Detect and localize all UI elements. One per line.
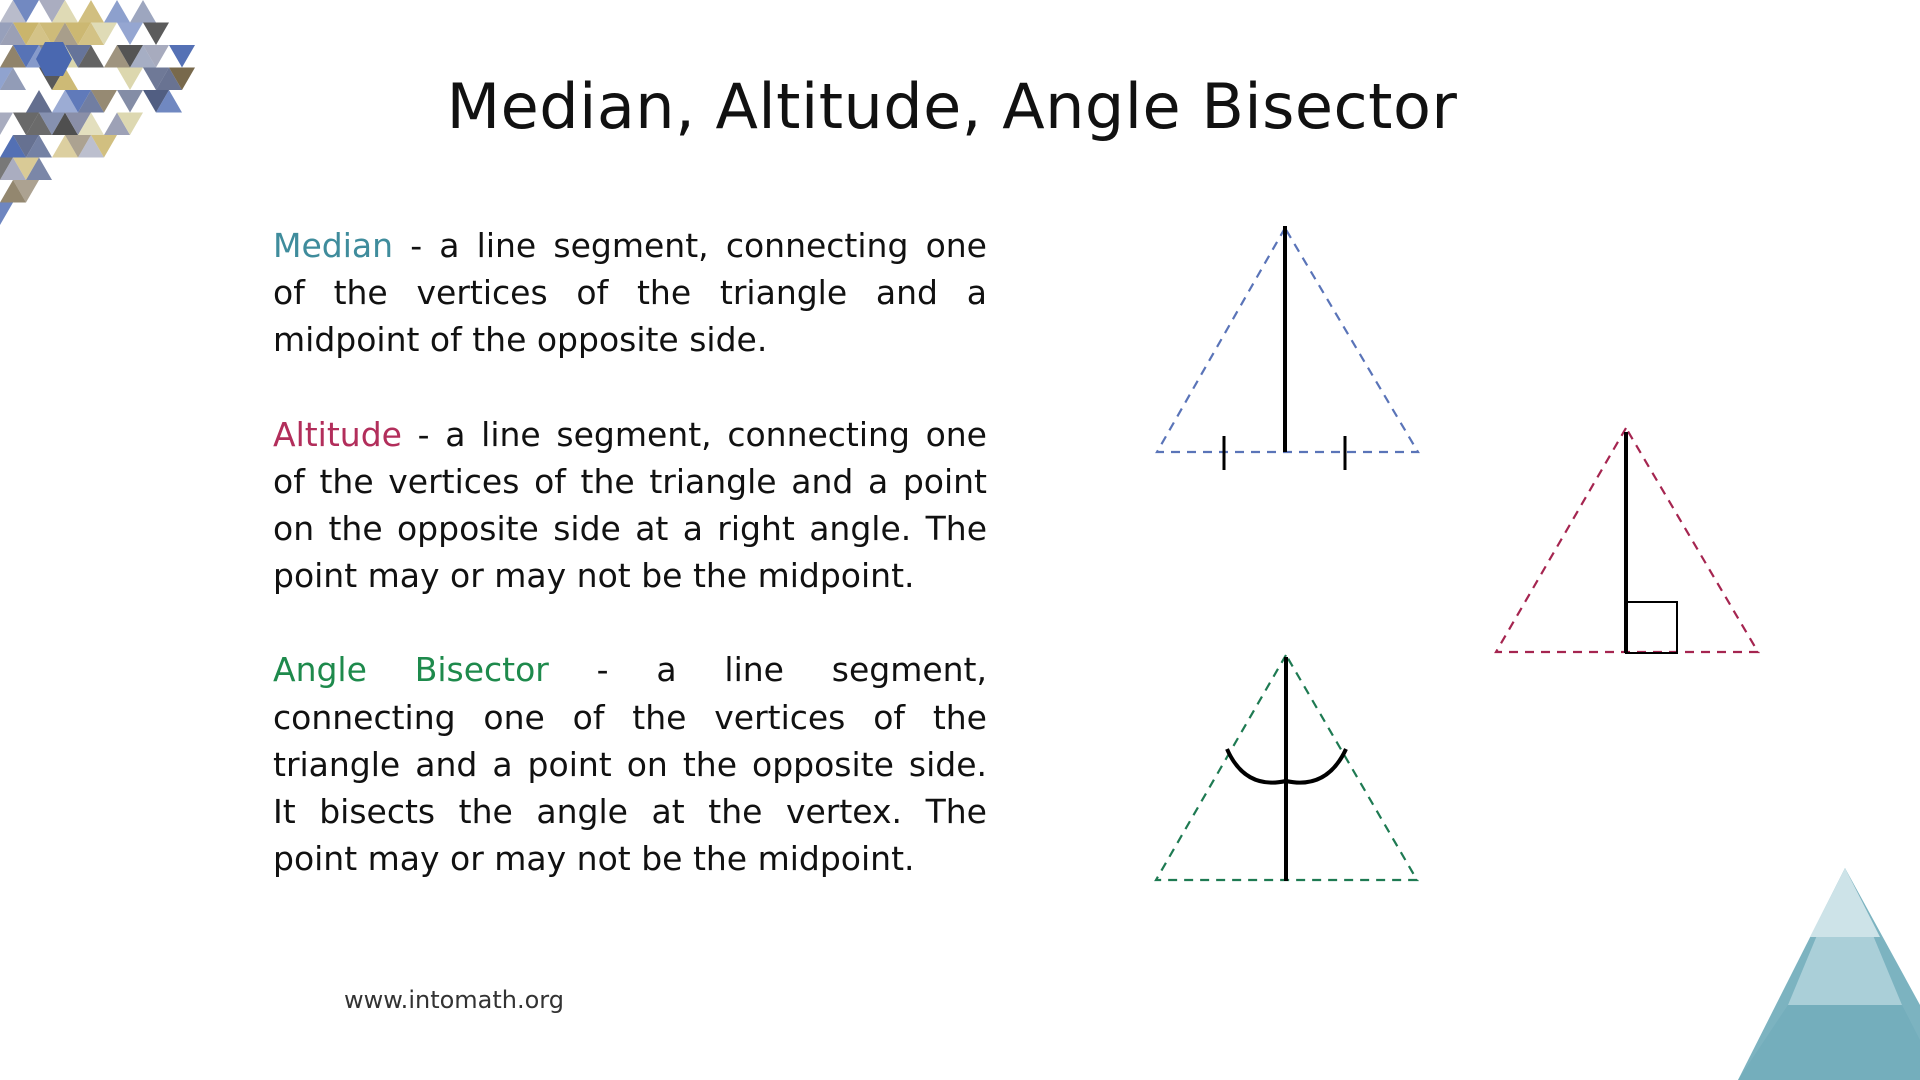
angle-bisector-triangle-figure	[1140, 645, 1440, 895]
mosaic-triangle	[78, 0, 104, 23]
definition-altitude	[273, 411, 987, 600]
definition-angle-bisector	[273, 646, 987, 882]
mosaic-triangle	[104, 0, 130, 23]
definition-median-text: - a line segment, connecting one of the vertices of the triangle and a midpoint of the opposite side.	[273, 226, 987, 360]
mosaic-triangle	[143, 23, 169, 46]
median-triangle	[1157, 228, 1418, 452]
definitions-list	[273, 222, 987, 929]
median-triangle-figure	[1140, 220, 1440, 480]
altitude-triangle-figure	[1480, 420, 1780, 660]
right-angle-marker	[1626, 602, 1677, 653]
mosaic-triangle	[130, 0, 156, 23]
term-altitude: Altitude	[273, 414, 402, 454]
definition-altitude-text: - a line segment, connecting one of the vertices of the triangle and a point on the opposite side at a right angle. The point may or may not be the midpoint.	[273, 414, 987, 596]
mosaic-triangle	[117, 23, 143, 46]
definition-angle-bisector-text: - a line segment, connecting one of the vertices of the triangle and a point on the opposite side. It bisects the angle at the vertex. The point may or may not be the midpoint.	[273, 650, 987, 879]
page-title: Median, Altitude, Angle Bisector	[446, 70, 1458, 143]
term-median: Median	[273, 226, 394, 265]
mountain-triangle-icon	[1720, 860, 1920, 1080]
mosaic-triangle	[0, 203, 13, 226]
definition-median	[273, 222, 987, 364]
mosaic-triangle	[169, 45, 195, 68]
footer-url: www.intomath.org	[344, 986, 564, 1014]
term-angle-bisector: Angle Bisector	[273, 650, 549, 690]
